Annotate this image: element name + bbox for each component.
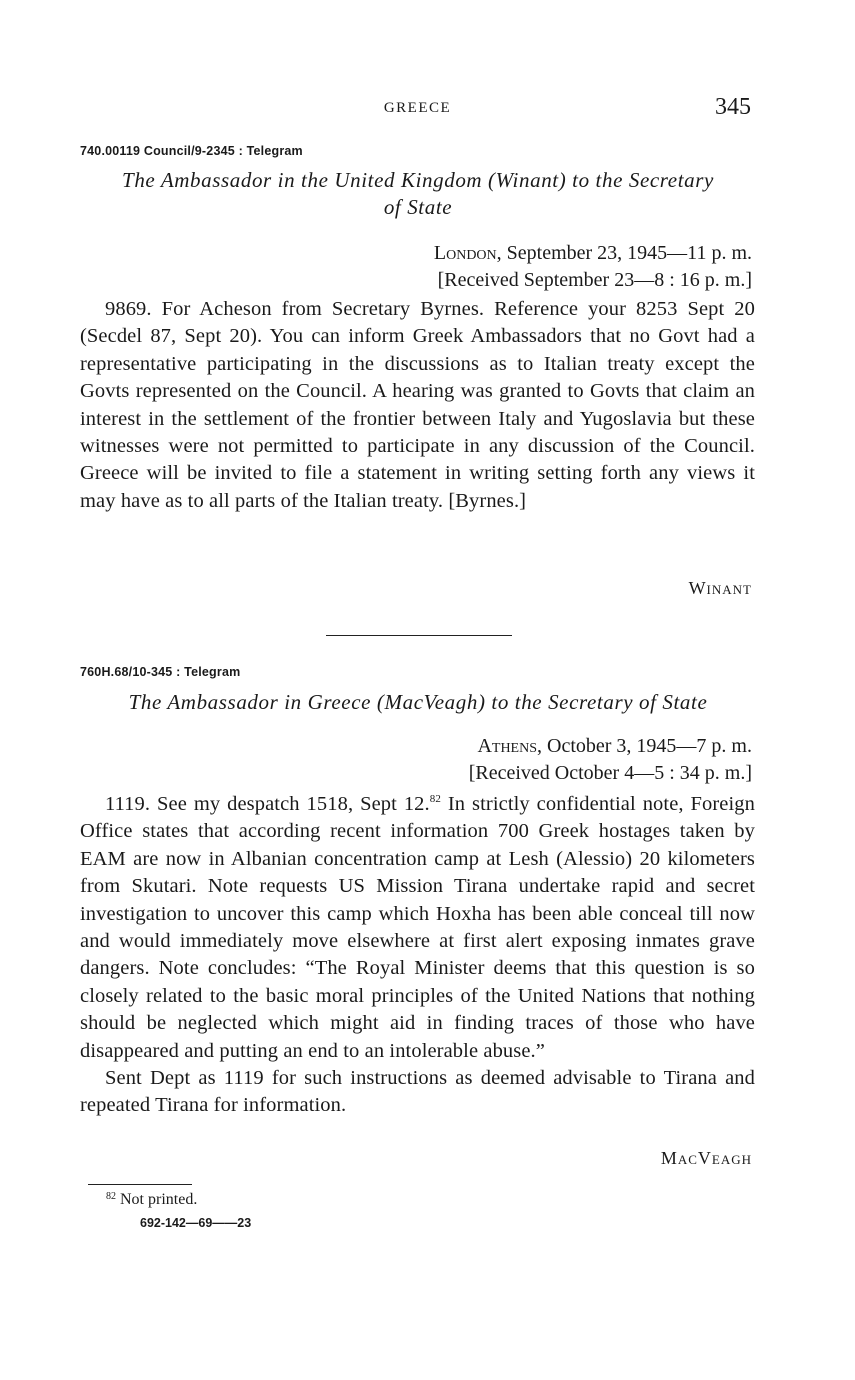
print-code: 692-142—69——23 xyxy=(140,1216,252,1230)
doc1-paragraph: 9869. For Acheson from Secretary Byrnes. Reference your 8253 Sept 20 (Secdel 87, Sept 20). You can inform Greek Ambassadors that no Govt had a representative participating in the discussions as to Italian treaty except the Govts represented on the Council. A hearing was granted to Govts that claim an interest in the settlement of the frontier between Italy and Yugoslavia but these witnesses were not permitted to participate in any discussion of the Council. Greece will be invited to file a statement in writing setting forth any views it may have as to all parts of the Italian treaty. [Byrnes.] xyxy=(80,298,755,512)
footnote-text: Not printed. xyxy=(116,1191,198,1208)
doc2-body xyxy=(80,791,755,1120)
doc1-signature: Winant xyxy=(688,578,752,598)
footnote xyxy=(106,1191,197,1209)
doc1-title-line2: of State xyxy=(383,195,453,219)
running-title: GREECE xyxy=(383,100,452,116)
doc2-title: The Ambassador in Greece (MacVeagh) to the Secretary of State xyxy=(128,690,708,714)
doc2-dateline-date: October 3, 1945—7 p. m. xyxy=(542,735,752,757)
doc2-paragraph-2: Sent Dept as 1119 for such instructions as deemed advisable to Tirana and repeated Tirana for information. xyxy=(80,1067,755,1117)
footnote-reference: 82 xyxy=(429,793,441,805)
doc2-dateline xyxy=(469,733,752,787)
doc2-file-reference: 760H.68/10-345 : Telegram xyxy=(80,665,241,679)
doc1-dateline-place: London, xyxy=(433,242,502,264)
running-head xyxy=(0,96,855,124)
doc2-received: [Received October 4—5 : 34 p. m.] xyxy=(468,762,752,784)
footnote-number: 82 xyxy=(106,1191,116,1202)
doc1-file-reference: 740.00119 Council/9-2345 : Telegram xyxy=(80,144,303,158)
doc1-dateline-date: September 23, 1945—11 p. m. xyxy=(501,242,752,264)
doc1-dateline-sent xyxy=(434,240,752,267)
doc2-dateline-place: Athens, xyxy=(477,735,543,757)
footnote-rule xyxy=(88,1184,192,1185)
doc1-body xyxy=(80,296,755,515)
doc2-signature: MacVeagh xyxy=(660,1148,752,1168)
section-separator xyxy=(326,635,512,636)
doc1-title-line1: The Ambassador in the United Kingdom (Winant) to the Secretary xyxy=(122,168,714,192)
doc2-paragraph-1-rest: In strictly confidential note, Foreign Office states that according recent information 700 Greek hostages taken by EAM are now in Albanian concentration camp at Lesh (Alessio) 20 kilometers from Skutari. Note requests US Mission Tirana undertake rapid and secret investigation to uncover this camp which Hoxha has been able conceal till now and would immediately move elsewhere at first alert exposing inmates grave dangers. Note concludes: “The Royal Minister deems that this question is so closely related to the basic moral principles of the United Nations that nothing should be neglected which might aid in finding traces of those who have disappeared and putting an end to an intolerable abuse.” xyxy=(80,793,755,1062)
doc1-dateline xyxy=(434,240,752,294)
doc1-received: [Received September 23—8 : 16 p. m.] xyxy=(437,269,752,291)
doc2-paragraph-1-start: 1119. See my despatch 1518, Sept 12. xyxy=(105,793,430,815)
doc1-title xyxy=(80,167,756,221)
doc2-dateline-sent xyxy=(469,733,752,760)
page-number: 345 xyxy=(715,94,751,120)
doc2-paragraph-1 xyxy=(80,791,755,1065)
